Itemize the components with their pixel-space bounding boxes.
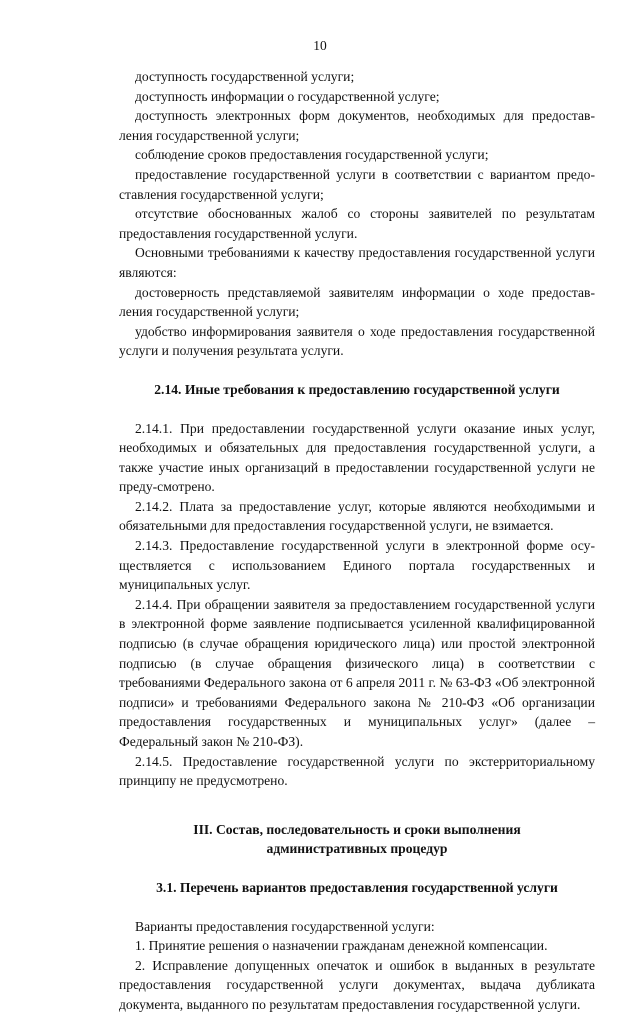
paragraph-2-14-3: 2.14.3. Предоставление государственной услуги в электронной форме осу-ществляется с использованием Единого портала государственных и муниципальных услуг. (119, 538, 595, 593)
section-heading-3-1: 3.1. Перечень вариантов предоставления государственной услуги (156, 879, 558, 895)
list-item: 2. Исправление допущенных опечаток и ошибок в выданных в результате предоставления государственной услуги документах, выдача дубликата документа, выданного по результатам предоставления государственной услуги. (119, 957, 595, 1012)
paragraph: предоставление государственной услуги в соответствии с вариантом предо-ставления государственной услуги; (119, 166, 595, 202)
section-heading-III-line2: административных процедур (266, 841, 448, 857)
paragraph: доступность электронных форм документов, необходимых для предостав-ления государственной услуги; (119, 108, 595, 143)
paragraph: соблюдение сроков предоставления государственной услуги; (135, 147, 489, 163)
page-content (119, 67, 595, 1015)
paragraph-2-14-4: 2.14.4. При обращении заявителя за предоставлением государственной услуги в электронной форме заявление подписывается усиленной квалифицированной подписью (в случае обращения юридического лица) или простой электронной подписью (в случае обращения физического лица) в соответствии с требованиями Федерального закона от 6 апреля 2011 г. № 63-ФЗ «Об электронной подписи» и требованиями Федерального закона № 210-ФЗ «Об организации предоставления государственных и муниципальных услуг» (далее – Федеральный закон № 210-ФЗ). (119, 596, 595, 749)
paragraph: Основными требованиями к качеству предоставления государственной услуги являются: (119, 245, 595, 280)
paragraph: отсутствие обоснованных жалоб со стороны заявителей по результатам предоставления государственной услуги. (119, 206, 595, 241)
section-heading-2-14: 2.14. Иные требования к предоставлению государственной услуги (154, 381, 560, 397)
paragraph-3-1-intro: Варианты предоставления государственной услуги: (135, 918, 435, 934)
paragraph: удобство информирования заявителя о ходе предоставления государственной услуги и получения результата услуги. (119, 323, 595, 359)
list-item: 1. Принятие решения о назначении гражданам денежной компенсации. (135, 938, 548, 954)
paragraph-2-14-5: 2.14.5. Предоставление государственной услуги по экстерриториальному принципу не предусмотрено. (119, 753, 595, 789)
page-number: 10 (313, 38, 327, 53)
paragraph-2-14-2: 2.14.2. Плата за предоставление услуг, которые являются необходимыми и обязательными для предоставления государственной услуги, не взимается. (119, 498, 595, 534)
paragraph-2-14-1: 2.14.1. При предоставлении государственной услуги оказание иных услуг, необходимых и обязательных для предоставления государственной услуги, а также участие иных организаций в предоставлении государственной услуги не преду-смотрено. (119, 420, 595, 495)
paragraph: доступность государственной услуги; (135, 69, 355, 84)
paragraph: доступность информации о государственной услуге; (135, 88, 440, 104)
section-heading-III-line1: III. Состав, последовательность и сроки выполнения (193, 821, 521, 837)
paragraph: достоверность представляемой заявителям информации о ходе предостав-ления государственной услуги; (119, 284, 595, 320)
